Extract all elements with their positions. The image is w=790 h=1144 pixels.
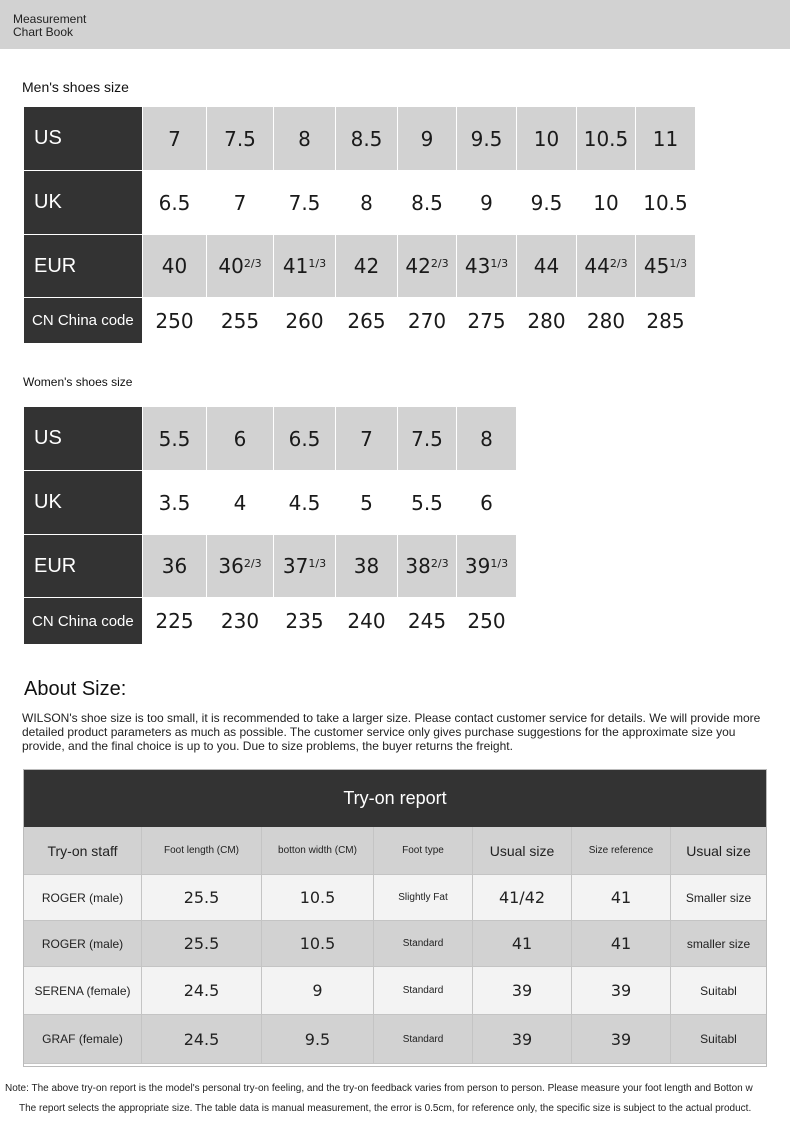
women-size-cell: 7.5 xyxy=(398,407,456,470)
men-size-cell: 10.5 xyxy=(636,171,695,234)
men-row-label-cn-china-code: CN China code xyxy=(24,298,142,343)
women-row-label-eur: EUR xyxy=(24,535,142,597)
women-size-cell: 39 $^{1/3}$ xyxy=(457,535,516,597)
report-cell-value: 25.5 xyxy=(183,888,220,907)
report-column-header xyxy=(374,827,473,875)
report-column-header xyxy=(262,827,374,875)
men-size-cell: 255 xyxy=(207,298,273,343)
report-cell-value: 39 xyxy=(511,1029,533,1049)
women-size-cell: 38 $^{2/3}$ xyxy=(398,535,456,597)
women-size-cell: 5 xyxy=(336,471,397,534)
men-size-cell: 250 xyxy=(143,298,206,343)
women-size-cell: 230 xyxy=(207,598,273,644)
men-size-cell: 41 $^{1/3}$ xyxy=(274,235,335,297)
women-size-cell: 3.5 xyxy=(143,471,206,534)
men-size-cell: 285 xyxy=(636,298,695,343)
report-table-cell xyxy=(671,967,766,1015)
men-size-cell: 11 xyxy=(636,107,695,170)
men-size-cell: 9 xyxy=(457,171,516,234)
top-header-bar xyxy=(0,0,790,49)
report-cell-value: smaller size xyxy=(686,936,751,951)
header-title-line2: Chart Book xyxy=(13,25,74,39)
report-cell-value: Slightly Fat xyxy=(398,892,448,903)
report-table-cell xyxy=(473,921,572,967)
report-table-cell xyxy=(142,921,262,967)
report-cell-value: 39 xyxy=(511,981,533,1000)
report-table-cell xyxy=(24,921,142,967)
women-size-cell: 5.5 xyxy=(143,407,206,470)
report-table-cell xyxy=(572,921,671,967)
report-column-header xyxy=(473,827,572,875)
report-table-cell xyxy=(24,1015,142,1064)
report-cell-value: Standard xyxy=(402,985,444,996)
women-size-cell: 38 xyxy=(336,535,397,597)
try-on-report-title: Try-on report xyxy=(24,770,766,827)
report-table-cell xyxy=(572,1015,671,1064)
women-size-table xyxy=(24,407,516,644)
women-size-cell: 240 xyxy=(336,598,397,644)
women-size-cell: 36 xyxy=(143,535,206,597)
men-size-cell: 10 xyxy=(577,171,635,234)
report-cell-value: 25.5 xyxy=(183,934,220,953)
report-cell-value: GRAF (female) xyxy=(42,1032,123,1046)
report-column-header-label: Usual size xyxy=(489,842,555,859)
men-size-cell: 7.5 xyxy=(274,171,335,234)
men-size-cell: 9.5 xyxy=(517,171,576,234)
report-table-cell xyxy=(671,1015,766,1064)
women-size-cell: 4 xyxy=(207,471,273,534)
report-column-header-label: Foot type xyxy=(402,845,444,856)
header-title-line1: Measurement xyxy=(13,12,87,26)
women-size-cell: 6.5 xyxy=(274,407,335,470)
women-size-cell: 6 xyxy=(457,471,516,534)
men-size-cell: 8 xyxy=(336,171,397,234)
report-cell-value: Standard xyxy=(402,938,444,949)
about-size-text: WILSON's shoe size is too small, it is recommended to take a larger size. Please contact customer service for details. We will provide more detailed product parameters as much as possible. The customer service only gives purchase suggestions for the approximate size you provide, and the final choice is up to you. Due to size problems, the buyer returns the freight. xyxy=(22,711,761,753)
report-cell-value: Suitabl xyxy=(700,1032,737,1046)
men-size-cell: 8.5 xyxy=(398,171,456,234)
men-size-cell: 10 xyxy=(517,107,576,170)
report-column-header xyxy=(142,827,262,875)
report-cell-value: Suitabl xyxy=(700,983,737,998)
report-cell-value: 24.5 xyxy=(183,981,220,1000)
women-size-cell: 6 xyxy=(207,407,273,470)
men-size-title: Men's shoes size xyxy=(22,79,129,95)
men-size-cell: 9.5 xyxy=(457,107,516,170)
women-size-title: Women's shoes size xyxy=(23,375,133,389)
report-cell-value: 9 xyxy=(312,981,323,1000)
women-row-label-cn-china-code: CN China code xyxy=(24,598,142,644)
about-size-title: About Size: xyxy=(24,678,127,700)
report-cell-value: 24.5 xyxy=(183,1029,220,1049)
women-size-cell: 5.5 xyxy=(398,471,456,534)
men-size-cell: 44 xyxy=(517,235,576,297)
men-size-cell: 8.5 xyxy=(336,107,397,170)
report-table-cell xyxy=(572,875,671,921)
report-table-cell xyxy=(262,1015,374,1064)
report-table-cell xyxy=(374,967,473,1015)
men-size-cell: 45 $^{1/3}$ xyxy=(636,235,695,297)
men-row-label-us: US xyxy=(24,107,142,170)
try-on-report-table xyxy=(24,827,766,1064)
report-cell-value: ROGER (male) xyxy=(41,890,124,905)
report-table-cell xyxy=(24,875,142,921)
women-row-label-uk: UK xyxy=(24,471,142,534)
men-size-cell: 44 $^{2/3}$ xyxy=(577,235,635,297)
men-size-cell: 40 xyxy=(143,235,206,297)
men-size-cell: 43 $^{1/3}$ xyxy=(457,235,516,297)
try-on-report xyxy=(23,769,767,1067)
report-column-header xyxy=(24,827,142,875)
men-size-cell: 260 xyxy=(274,298,335,343)
men-row-label-eur: EUR xyxy=(24,235,142,297)
men-size-cell: 8 xyxy=(274,107,335,170)
report-table-cell xyxy=(262,967,374,1015)
men-size-cell: 280 xyxy=(517,298,576,343)
report-cell-value: Standard xyxy=(402,1033,444,1045)
report-table-cell xyxy=(262,921,374,967)
women-size-cell: 8 xyxy=(457,407,516,470)
men-size-cell: 265 xyxy=(336,298,397,343)
report-cell-value: 41 xyxy=(610,934,632,953)
report-cell-value: 10.5 xyxy=(299,888,336,907)
report-cell-value: 10.5 xyxy=(299,934,336,953)
report-table-cell xyxy=(262,875,374,921)
men-size-cell: 275 xyxy=(457,298,516,343)
men-size-cell: 7 xyxy=(207,171,273,234)
report-cell-value: 9.5 xyxy=(304,1029,331,1049)
women-size-cell: 36 $^{2/3}$ xyxy=(207,535,273,597)
report-table-cell xyxy=(142,967,262,1015)
report-column-header-label: Usual size xyxy=(686,842,751,859)
report-table-cell xyxy=(473,967,572,1015)
report-table-cell xyxy=(671,921,766,967)
report-column-header xyxy=(572,827,671,875)
report-column-header-label: Foot length (CM) xyxy=(163,845,240,856)
report-column-header xyxy=(671,827,766,875)
women-size-cell: 250 xyxy=(457,598,516,644)
report-cell-value: 39 xyxy=(610,981,632,1000)
footnote-line1: Note: The above try-on report is the model's personal try-on feeling, and the try-on feedback varies from person to person. Please measure your foot length and Botton w xyxy=(5,1083,753,1094)
report-cell-value: Smaller size xyxy=(685,890,752,905)
report-table-cell xyxy=(572,967,671,1015)
men-size-cell: 40 $^{2/3}$ xyxy=(207,235,273,297)
men-size-table xyxy=(24,107,695,343)
report-table-cell xyxy=(24,967,142,1015)
women-size-cell: 4.5 xyxy=(274,471,335,534)
report-table-cell xyxy=(374,1015,473,1064)
report-table-cell xyxy=(374,921,473,967)
footnote-line2: The report selects the appropriate size. The table data is manual measurement, the error is 0.5cm, for reference only, the specific size is subject to the actual product. xyxy=(19,1103,752,1114)
men-size-cell: 10.5 xyxy=(577,107,635,170)
report-column-header-label: botton width (CM) xyxy=(278,845,357,856)
report-table-cell xyxy=(473,1015,572,1064)
report-cell-value: 39 xyxy=(610,1029,632,1049)
report-table-cell xyxy=(142,875,262,921)
report-cell-value: 41/42 xyxy=(498,888,546,907)
men-size-cell: 42 $^{2/3}$ xyxy=(398,235,456,297)
report-table-cell xyxy=(374,875,473,921)
men-size-cell: 9 xyxy=(398,107,456,170)
report-cell-value: SERENA (female) xyxy=(34,983,131,998)
men-size-cell: 280 xyxy=(577,298,635,343)
women-size-cell: 225 xyxy=(143,598,206,644)
men-size-cell: 6.5 xyxy=(143,171,206,234)
report-cell-value: 41 xyxy=(610,888,632,907)
men-size-cell: 270 xyxy=(398,298,456,343)
report-cell-value: ROGER (male) xyxy=(41,936,124,951)
report-table-cell xyxy=(671,875,766,921)
women-size-cell: 37 $^{1/3}$ xyxy=(274,535,335,597)
women-size-cell: 245 xyxy=(398,598,456,644)
men-size-cell: 7.5 xyxy=(207,107,273,170)
men-size-cell: 7 xyxy=(143,107,206,170)
report-column-header-label: Try-on staff xyxy=(47,842,118,859)
report-column-header-label: Size reference xyxy=(588,845,654,856)
men-row-label-uk: UK xyxy=(24,171,142,234)
report-table-cell xyxy=(142,1015,262,1064)
header-title xyxy=(13,13,86,39)
report-cell-value: 41 xyxy=(511,934,533,953)
women-row-label-us: US xyxy=(24,407,142,470)
women-size-cell: 7 xyxy=(336,407,397,470)
women-size-cell: 235 xyxy=(274,598,335,644)
report-table-cell xyxy=(473,875,572,921)
men-size-cell: 42 xyxy=(336,235,397,297)
